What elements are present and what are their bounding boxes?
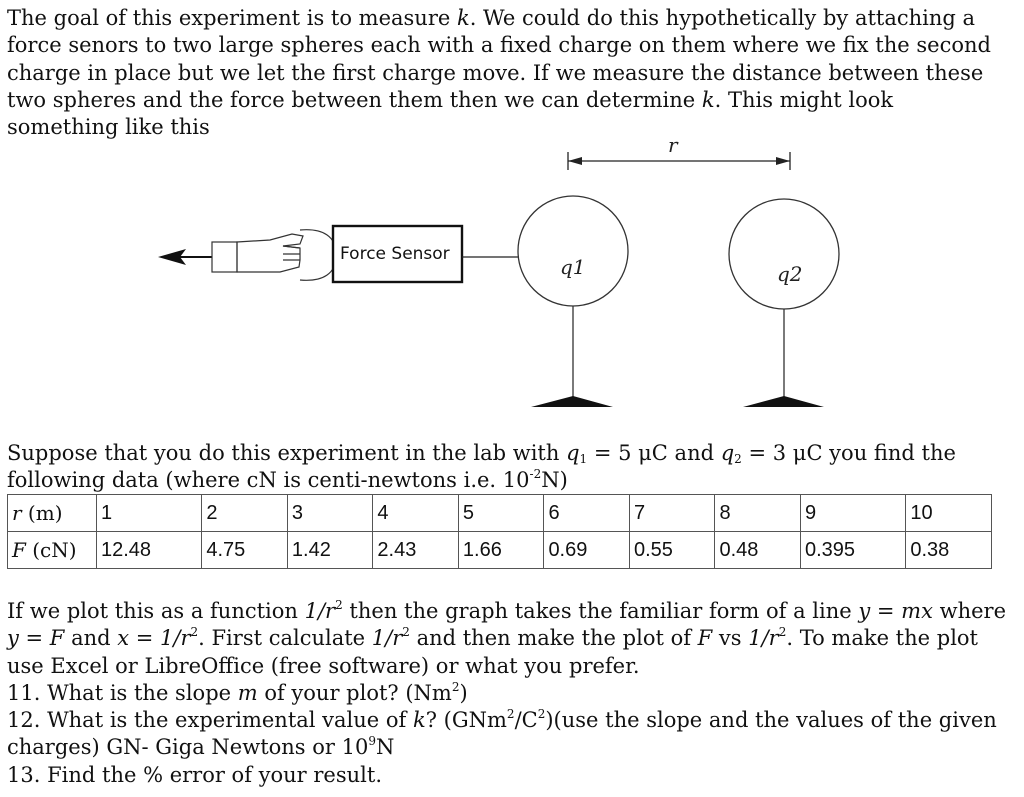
table-cell: 4.75 bbox=[202, 532, 288, 569]
table-cell: 10 bbox=[906, 495, 992, 532]
question-13: 13. Find the % error of your result. bbox=[7, 762, 382, 787]
table-cell: 2.43 bbox=[373, 532, 459, 569]
table-cell: 0.69 bbox=[544, 532, 630, 569]
q1-label: q1 bbox=[560, 255, 586, 279]
table-cell: 4 bbox=[373, 495, 459, 532]
data-table bbox=[7, 494, 992, 569]
intro-paragraph bbox=[7, 5, 1007, 141]
table-cell: 0.55 bbox=[629, 532, 715, 569]
setup-text: Suppose that you do this experiment in the lab with bbox=[7, 441, 567, 465]
table-cell: 7 bbox=[629, 495, 715, 532]
intro-text-2: . We could do this hypothetically by attaching a force senors to two large spheres each with a fixed charge on them where we fix the second charge in place but we let the first charge move. If we measure the distance between these two spheres and the force between them then we can determine bbox=[7, 6, 991, 112]
q2-symbol: q bbox=[720, 441, 735, 465]
f-header-symbol: F bbox=[12, 538, 26, 562]
setup-text-2: = 5 μC and bbox=[587, 441, 721, 465]
k-symbol: k bbox=[456, 6, 470, 30]
q2-subscript: 2 bbox=[734, 452, 742, 466]
intro-text: The goal of this experiment is to measure bbox=[7, 6, 457, 30]
force-sensor-label: Force Sensor bbox=[340, 244, 450, 264]
table-cell: 0.38 bbox=[906, 532, 992, 569]
q2-label: q2 bbox=[777, 262, 803, 286]
setup-paragraph bbox=[7, 440, 1007, 495]
pull-arrow bbox=[158, 249, 212, 265]
table-cell: 12.48 bbox=[97, 532, 202, 569]
setup-text-4: N) bbox=[541, 468, 568, 493]
r-label: r bbox=[668, 133, 678, 157]
setup-text-3: = 3 μC you find the following data (where cN is centi-newtons i.e. 10 bbox=[7, 441, 956, 493]
table-cell: 1 bbox=[97, 495, 202, 532]
q1-subscript: 1 bbox=[579, 452, 588, 466]
r-header-symbol: r bbox=[12, 501, 22, 525]
table-cell: 0.395 bbox=[800, 532, 905, 569]
distance-arrow bbox=[568, 152, 790, 170]
q1-base bbox=[531, 396, 613, 407]
table-cell: 6 bbox=[544, 495, 630, 532]
table-cell: 1.66 bbox=[458, 532, 544, 569]
table-cell: 8 bbox=[715, 495, 801, 532]
f-header: F (cN) bbox=[8, 532, 97, 569]
analysis-section bbox=[7, 598, 1007, 789]
table-row bbox=[8, 495, 992, 532]
intro-text-3: . This might look something like this bbox=[7, 87, 894, 140]
table-cell: 2 bbox=[202, 495, 288, 532]
k-symbol-2: k bbox=[701, 87, 715, 112]
sphere-q2 bbox=[729, 199, 839, 309]
q2-base bbox=[743, 396, 824, 407]
question-11: 11. What is the slope m of your plot? (Nm$^2$) bbox=[7, 679, 468, 705]
hand-icon bbox=[212, 230, 337, 281]
table-cell: 5 bbox=[458, 495, 544, 532]
q1-symbol: q bbox=[566, 441, 580, 465]
table-cell: 9 bbox=[800, 495, 905, 532]
r-header: r (m) bbox=[8, 495, 97, 532]
exponent: -2 bbox=[529, 467, 542, 482]
question-12: 12. What is the experimental value of k? $(GNm^2/C^2)(use$ the slope and the values of the given charges) GN- Giga Newtons or $10^9N$ bbox=[7, 707, 997, 760]
table-cell: 3 bbox=[287, 495, 373, 532]
plot-instructions: If we plot this as a function $1/r^2$ then the graph takes the familiar form of a line y = mx where y = F and $x = 1/r^2$. First calculate $1/r^2$ and then make the plot of F vs $1/r^2$. To make the plot use Excel or LibreOffice (free software) or what you prefer. bbox=[7, 598, 1006, 678]
table-cell: 0.48 bbox=[715, 532, 801, 569]
table-row bbox=[8, 532, 992, 569]
sphere-q1 bbox=[518, 196, 628, 306]
table-cell: 1.42 bbox=[287, 532, 373, 569]
experiment-diagram bbox=[0, 130, 1024, 415]
